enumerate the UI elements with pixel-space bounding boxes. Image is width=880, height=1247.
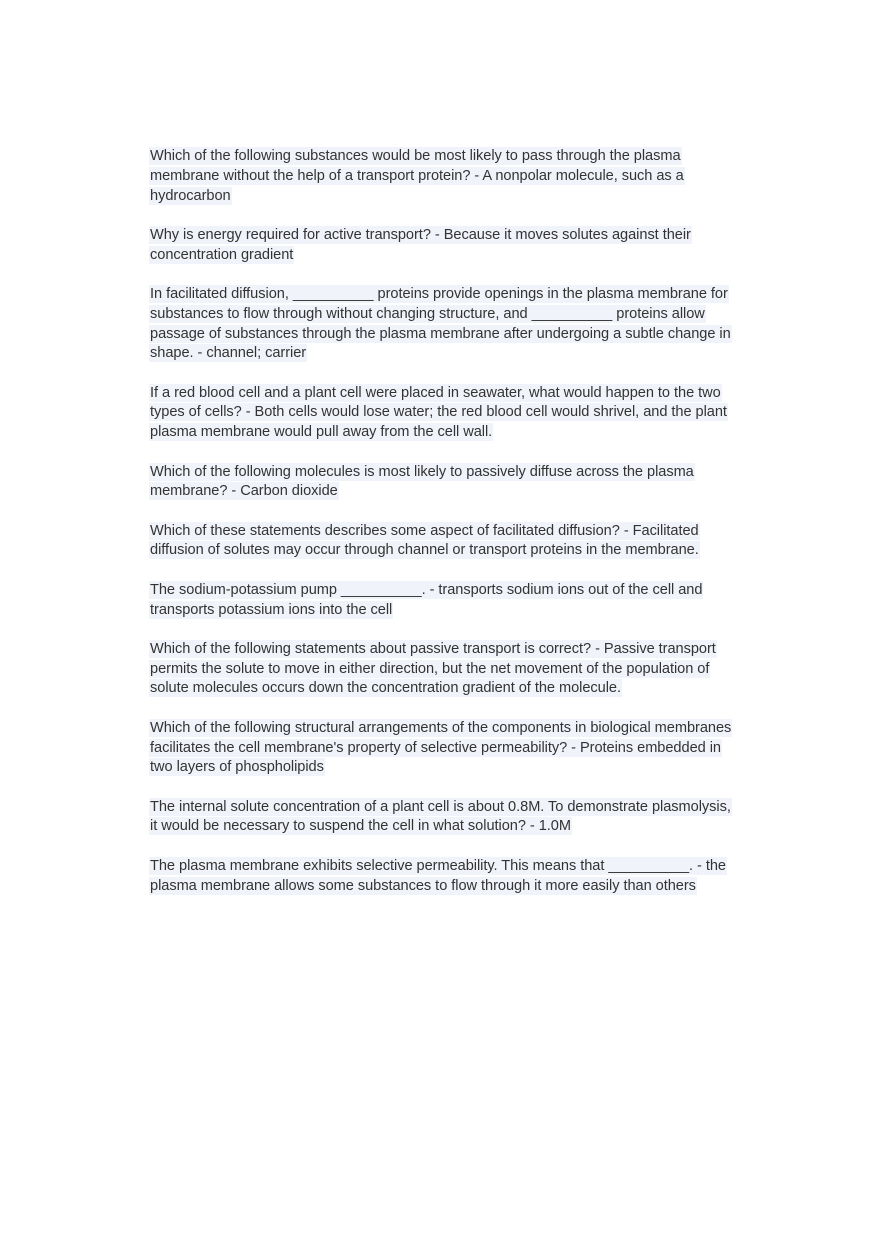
qa-text: Which of the following substances would be most likely to pass through the plasma membrane without the help of a transport protein? - A nonpolar molecule, such as a hydrocarbon (150, 148, 684, 204)
qa-text: If a red blood cell and a plant cell were placed in seawater, what would happen to the two types of cells? - Both cells would lose water; the red blood cell would shrivel, and the plant plasma membrane would pull away from the cell wall. (150, 384, 727, 441)
qa-item-10 (149, 798, 739, 838)
qa-text: Why is energy required for active transport? - Because it moves solutes against their concentration gradient (150, 226, 691, 263)
qa-text: Which of the following molecules is most likely to passively diffuse across the plasma membrane? - Carbon dioxide (150, 463, 694, 500)
qa-text: In facilitated diffusion, __________ proteins provide openings in the plasma membrane for substances to flow through without changing structure, and __________ proteins allow passage of substances through the plasma membrane after undergoing a subtle change in shape. - channel; carrier (150, 285, 731, 362)
qa-item-5 (149, 463, 739, 503)
qa-item-1 (149, 147, 739, 206)
qa-text: The internal solute concentration of a plant cell is about 0.8M. To demonstrate plasmolysis, it would be necessary to suspend the cell in what solution? - 1.0M (150, 798, 731, 835)
qa-item-9 (149, 719, 739, 778)
qa-item-6 (149, 522, 739, 562)
qa-text: Which of the following structural arrangements of the components in biological membranes facilitates the cell membrane's property of selective permeability? - Proteins embedded in two layers of phospholipids (150, 719, 732, 776)
qa-item-4 (149, 384, 739, 443)
qa-text: Which of the following statements about passive transport is correct? - Passive transport permits the solute to move in either direction, but the net movement of the population of solute molecules occurs down the concentration gradient of the molecule. (150, 640, 716, 697)
qa-item-3 (149, 285, 739, 364)
qa-item-8 (149, 640, 739, 699)
qa-text: The sodium-potassium pump __________. - transports sodium ions out of the cell and transports potassium ions into the cell (150, 581, 703, 618)
qa-item-11 (149, 857, 739, 897)
qa-item-7 (149, 581, 739, 621)
qa-text: The plasma membrane exhibits selective permeability. This means that __________. - the plasma membrane allows some substances to flow through it more easily than others (150, 857, 726, 894)
qa-text: Which of these statements describes some aspect of facilitated diffusion? - Facilitated diffusion of solutes may occur through channel or transport proteins in the membrane. (150, 522, 699, 559)
document-page (149, 147, 739, 916)
qa-item-2 (149, 226, 739, 266)
